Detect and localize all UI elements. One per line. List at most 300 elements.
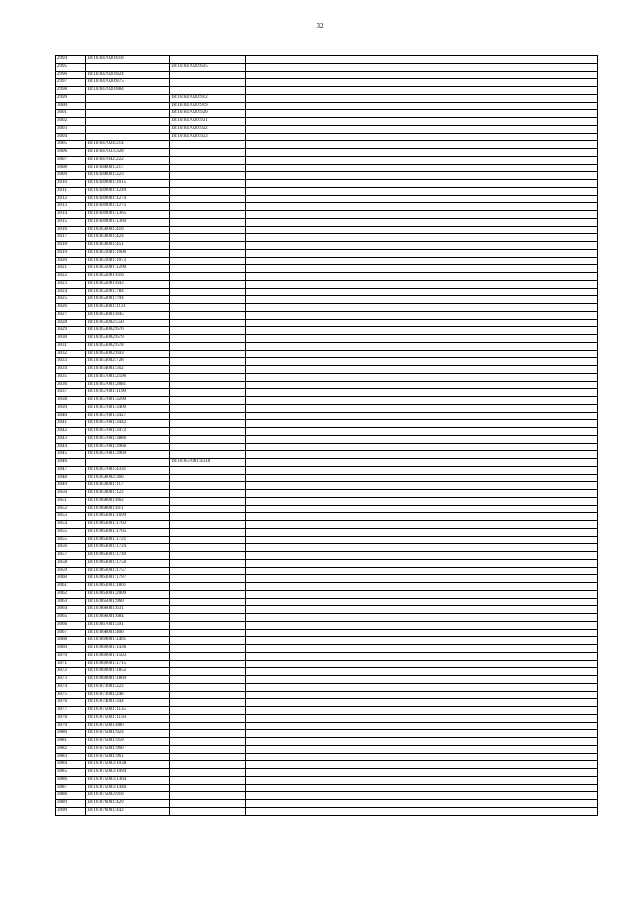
cadastral-number-cell: 18:16:053001:845 [86,311,170,319]
cadastral-number-cell [86,110,170,118]
row-number-cell: 3000 [56,102,86,110]
cadastral-number-secondary-cell [170,311,246,319]
row-number-cell: 3030 [56,335,86,343]
cadastral-number-secondary-cell [170,745,246,753]
cadastral-number-secondary-cell [170,203,246,211]
cadastral-number-secondary-cell [170,226,246,234]
cadastral-number-cell: 18:16:075001:1135 [86,707,170,715]
cadastral-number-secondary-cell [170,296,246,304]
address-cell [246,187,598,195]
cadastral-number-secondary-cell [170,552,246,560]
address-cell [246,776,598,784]
table-row [56,273,598,281]
cadastral-number-secondary-cell [170,559,246,567]
cadastral-number-cell: 18:16:057001:3966 [86,443,170,451]
cadastral-number-cell: 18:16:052001:616 [86,273,170,281]
row-number-cell: 3040 [56,412,86,420]
cadastral-number-cell: 18:16:063001:1801 [86,583,170,591]
table-row [56,451,598,459]
table-row [56,567,598,575]
cadastral-number-cell: 18:16:057001:3969 [86,451,170,459]
table-row [56,79,598,87]
cadastral-number-cell: 18:16:052001:643 [86,280,170,288]
address-cell [246,342,598,350]
address-cell [246,629,598,637]
cadastral-number-cell: 18:16:053002:678 [86,342,170,350]
row-number-cell: 3022 [56,273,86,281]
row-number-cell: 3086 [56,776,86,784]
cadastral-number-secondary-cell [170,466,246,474]
cadastral-number-secondary-cell [170,242,246,250]
cadastral-number-cell: 18:16:057001:3290 [86,397,170,405]
cadastral-number-cell: 18:16:048001:217 [86,164,170,172]
cadastral-number-cell: 18:16:068001:400 [86,629,170,637]
row-number-cell: 2997 [56,79,86,87]
table-row [56,373,598,381]
cadastral-number-secondary-cell [170,722,246,730]
row-number-cell: 3035 [56,373,86,381]
cadastral-number-secondary-cell: 18:16:047020:922 [170,125,246,133]
address-cell [246,683,598,691]
table-row [56,195,598,203]
address-cell [246,807,598,815]
address-cell [246,800,598,808]
cadastral-number-secondary-cell [170,807,246,815]
cadastral-number-cell: 18:16:063001:1703 [86,521,170,529]
cadastral-number-cell: 18:16:075001:961 [86,753,170,761]
row-number-cell: 3052 [56,505,86,513]
cadastral-number-secondary-cell [170,528,246,536]
cadastral-number-cell: 18:16:076001:442 [86,807,170,815]
row-number-cell: 3013 [56,203,86,211]
address-cell [246,730,598,738]
address-cell [246,466,598,474]
address-cell [246,265,598,273]
cadastral-number-secondary-cell [170,187,246,195]
address-cell [246,513,598,521]
address-cell [246,249,598,257]
cadastral-number-secondary-cell [170,273,246,281]
row-number-cell: 3009 [56,172,86,180]
cadastral-number-cell: 18:16:057001:3472 [86,428,170,436]
address-cell [246,373,598,381]
cadastral-number-secondary-cell [170,637,246,645]
table-row [56,242,598,250]
address-cell [246,606,598,614]
cadastral-number-cell: 18:16:075001:1150 [86,714,170,722]
cadastral-number-secondary-cell [170,598,246,606]
cadastral-number-cell: 18:16:057001:2596 [86,373,170,381]
cadastral-number-secondary-cell [170,521,246,529]
table-row [56,583,598,591]
table-row [56,102,598,110]
row-number-cell: 3087 [56,784,86,792]
table-row [56,753,598,761]
table-row [56,141,598,149]
cadastral-number-cell [86,459,170,467]
cadastral-number-secondary-cell [170,590,246,598]
table-row [56,645,598,653]
cadastral-number-cell [86,118,170,126]
address-cell [246,482,598,490]
address-cell [246,536,598,544]
address-cell [246,397,598,405]
address-cell [246,637,598,645]
row-number-cell: 3055 [56,528,86,536]
table-row [56,234,598,242]
cadastral-number-secondary-cell [170,614,246,622]
cadastral-number-secondary-cell [170,544,246,552]
cadastral-number-cell [86,102,170,110]
cadastral-number-cell: 18:16:069001:1503 [86,652,170,660]
address-cell [246,195,598,203]
cadastral-number-cell: 18:16:053002:550 [86,319,170,327]
address-cell [246,428,598,436]
table-row [56,226,598,234]
cadastral-number-secondary-cell [170,358,246,366]
row-number-cell: 3051 [56,497,86,505]
address-cell [246,350,598,358]
cadastral-number-cell: 18:16:065001:960 [86,598,170,606]
row-number-cell: 3081 [56,738,86,746]
cadastral-number-cell: 18:16:063001:2009 [86,590,170,598]
address-cell [246,234,598,242]
cadastral-number-secondary-cell [170,195,246,203]
cadastral-number-secondary-cell [170,629,246,637]
address-cell [246,110,598,118]
table-row [56,652,598,660]
row-number-cell: 3048 [56,474,86,482]
page-number: 32 [316,22,324,30]
address-cell [246,71,598,79]
address-cell [246,311,598,319]
cadastral-number-cell: 18:16:047033:328 [86,149,170,157]
cadastral-number-cell: 18:16:063001:1724 [86,544,170,552]
address-cell [246,180,598,188]
row-number-cell: 3056 [56,544,86,552]
table-row [56,110,598,118]
row-number-cell: 3038 [56,397,86,405]
row-number-cell: 3019 [56,249,86,257]
table-row [56,614,598,622]
cadastral-number-cell: 18:16:053002:693 [86,350,170,358]
cadastral-number-secondary-cell [170,490,246,498]
address-cell [246,714,598,722]
row-number-cell: 3028 [56,319,86,327]
row-number-cell: 3003 [56,125,86,133]
table-row [56,738,598,746]
cadastral-number-secondary-cell [170,381,246,389]
table-row [56,172,598,180]
cadastral-number-cell: 18:16:063001:1757 [86,567,170,575]
row-number-cell: 3053 [56,513,86,521]
row-number-cell: 3078 [56,714,86,722]
row-number-cell: 3012 [56,195,86,203]
cadastral-number-cell: 18:16:047042:222 [86,156,170,164]
cadastral-number-cell: 18:16:057001:1190 [86,389,170,397]
table-row [56,776,598,784]
table-row [56,629,598,637]
cadastral-number-secondary-cell [170,87,246,95]
cadastral-number-cell: 18:16:050001:451 [86,242,170,250]
cadastral-number-secondary-cell [170,683,246,691]
address-cell [246,645,598,653]
cadastral-number-secondary-cell: 18:16:047020:912 [170,94,246,102]
cadastral-number-secondary-cell [170,691,246,699]
table-row [56,63,598,71]
cadastral-number-secondary-cell [170,505,246,513]
row-number-cell: 3076 [56,699,86,707]
address-cell [246,707,598,715]
address-cell [246,156,598,164]
row-number-cell: 3031 [56,342,86,350]
row-number-cell: 3034 [56,366,86,374]
cadastral-number-cell: 18:16:074001:344 [86,699,170,707]
address-cell [246,590,598,598]
cadastral-number-secondary-cell [170,389,246,397]
row-number-cell: 3083 [56,753,86,761]
row-number-cell: 3088 [56,792,86,800]
address-cell [246,56,598,64]
cadastral-number-secondary-cell [170,738,246,746]
table-row [56,474,598,482]
table-row [56,621,598,629]
table-row [56,528,598,536]
table-row [56,56,598,64]
cadastral-number-cell: 18:16:063001:1721 [86,536,170,544]
row-number-cell: 2998 [56,87,86,95]
cadastral-number-cell: 18:16:049001:1015 [86,180,170,188]
cadastral-number-secondary-cell [170,373,246,381]
table-row [56,118,598,126]
cadastral-number-secondary-cell [170,707,246,715]
cadastral-number-cell: 18:16:051001:1290 [86,265,170,273]
table-row [56,660,598,668]
cadastral-number-secondary-cell [170,668,246,676]
cadastral-number-cell: 18:16:058002:366 [86,474,170,482]
address-cell [246,125,598,133]
cadastral-number-secondary-cell [170,342,246,350]
address-cell [246,319,598,327]
address-cell [246,389,598,397]
table-row [56,397,598,405]
cadastral-number-secondary-cell [170,753,246,761]
row-number-cell: 3039 [56,404,86,412]
cadastral-number-cell: 18:16:069001:1436 [86,645,170,653]
table-row [56,420,598,428]
row-number-cell: 3011 [56,187,86,195]
cadastral-number-cell: 18:16:063001:1797 [86,575,170,583]
table-row [56,722,598,730]
cadastral-number-secondary-cell [170,335,246,343]
row-number-cell: 3002 [56,118,86,126]
table-row [56,792,598,800]
registry-table [55,55,598,816]
row-number-cell: 3079 [56,722,86,730]
address-cell [246,404,598,412]
table-row [56,366,598,374]
cadastral-number-cell: 18:16:053002:679 [86,335,170,343]
address-cell [246,366,598,374]
cadastral-number-cell: 18:16:047020:618 [86,56,170,64]
cadastral-number-cell: 18:16:057001:3409 [86,404,170,412]
address-cell [246,149,598,157]
cadastral-number-secondary-cell [170,211,246,219]
row-number-cell: 2995 [56,63,86,71]
cadastral-number-cell: 18:16:053001:1131 [86,304,170,312]
address-cell [246,668,598,676]
cadastral-number-cell: 18:16:063001:1750 [86,559,170,567]
row-number-cell: 3020 [56,257,86,265]
cadastral-number-secondary-cell [170,428,246,436]
cadastral-number-secondary-cell: 18:16:047020:920 [170,110,246,118]
cadastral-number-secondary-cell [170,451,246,459]
row-number-cell: 3069 [56,645,86,653]
row-number-cell: 3041 [56,420,86,428]
address-cell [246,226,598,234]
address-cell [246,218,598,226]
row-number-cell: 3077 [56,707,86,715]
table-row [56,513,598,521]
row-number-cell: 3001 [56,110,86,118]
address-cell [246,784,598,792]
table-row [56,800,598,808]
cadastral-number-secondary-cell [170,172,246,180]
table-row [56,637,598,645]
row-number-cell: 3062 [56,590,86,598]
table-row [56,769,598,777]
row-number-cell: 3008 [56,164,86,172]
cadastral-number-cell: 18:16:066001:631 [86,606,170,614]
row-number-cell: 3065 [56,614,86,622]
cadastral-number-cell: 18:16:050001:424 [86,234,170,242]
row-number-cell: 3025 [56,296,86,304]
table-row [56,342,598,350]
address-cell [246,745,598,753]
table-row [56,94,598,102]
address-cell [246,583,598,591]
row-number-cell: 2996 [56,71,86,79]
table-row [56,71,598,79]
table-row [56,699,598,707]
cadastral-number-cell: 18:16:053002:676 [86,327,170,335]
address-cell [246,435,598,443]
cadastral-number-cell: 18:16:047020:824 [86,71,170,79]
table-row [56,412,598,420]
cadastral-number-cell: 18:16:063001:1705 [86,528,170,536]
row-number-cell: 3015 [56,218,86,226]
row-number-cell: 3004 [56,133,86,141]
cadastral-number-cell: 18:16:057001:4331 [86,466,170,474]
cadastral-number-secondary-cell [170,482,246,490]
cadastral-number-cell: 18:16:049001:1249 [86,187,170,195]
cadastral-number-secondary-cell [170,567,246,575]
cadastral-number-secondary-cell [170,71,246,79]
table-row [56,203,598,211]
cadastral-number-secondary-cell [170,218,246,226]
row-number-cell: 3029 [56,327,86,335]
address-cell [246,528,598,536]
cadastral-number-cell: 18:16:054001:562 [86,366,170,374]
row-number-cell: 3055 [56,536,86,544]
table-row [56,335,598,343]
cadastral-number-cell: 18:16:066001:684 [86,614,170,622]
row-number-cell: 3023 [56,280,86,288]
cadastral-number-secondary-cell [170,249,246,257]
cadastral-number-cell: 18:16:052001:794 [86,296,170,304]
cadastral-number-secondary-cell [170,141,246,149]
table-row [56,156,598,164]
address-cell [246,575,598,583]
row-number-cell: 3084 [56,761,86,769]
cadastral-number-cell: 18:16:073001:222 [86,683,170,691]
row-number-cell: 2999 [56,94,86,102]
row-number-cell: 3014 [56,211,86,219]
address-cell [246,79,598,87]
cadastral-number-secondary-cell [170,56,246,64]
cadastral-number-secondary-cell [170,288,246,296]
table-row [56,304,598,312]
address-cell [246,443,598,451]
address-cell [246,133,598,141]
row-number-cell: 3021 [56,265,86,273]
cadastral-number-cell: 18:16:075003:1364 [86,776,170,784]
address-cell [246,94,598,102]
address-cell [246,451,598,459]
cadastral-number-cell: 18:16:063001:1749 [86,552,170,560]
table-row [56,552,598,560]
row-number-cell: 3057 [56,552,86,560]
table-row [56,218,598,226]
table-row [56,296,598,304]
address-cell [246,722,598,730]
address-cell [246,118,598,126]
cadastral-number-secondary-cell: 18:16:047020:923 [170,133,246,141]
table-row [56,606,598,614]
cadastral-number-secondary-cell: 18:16:047020:625 [170,63,246,71]
table-row [56,187,598,195]
address-cell [246,769,598,777]
address-cell [246,544,598,552]
address-cell [246,304,598,312]
cadastral-number-secondary-cell [170,800,246,808]
address-cell [246,567,598,575]
row-number-cell: 3042 [56,428,86,436]
cadastral-number-cell [86,94,170,102]
row-number-cell: 3074 [56,683,86,691]
cadastral-number-cell: 18:16:049001:1365 [86,211,170,219]
cadastral-number-secondary-cell [170,156,246,164]
row-number-cell: 2994 [56,56,86,64]
table-row [56,683,598,691]
table-row [56,428,598,436]
address-cell [246,676,598,684]
cadastral-number-cell: 18:16:075003:916 [86,792,170,800]
row-number-cell: 3049 [56,482,86,490]
cadastral-number-secondary-cell: 18:16:047020:919 [170,102,246,110]
cadastral-number-secondary-cell [170,327,246,335]
cadastral-number-secondary-cell [170,280,246,288]
cadastral-number-secondary-cell [170,397,246,405]
cadastral-number-secondary-cell [170,792,246,800]
cadastral-number-secondary-cell [170,319,246,327]
cadastral-number-secondary-cell [170,435,246,443]
cadastral-number-cell: 18:16:052001:784 [86,288,170,296]
address-cell [246,87,598,95]
table-row [56,598,598,606]
cadastral-number-cell: 18:16:075001:960 [86,745,170,753]
cadastral-number-cell: 18:16:075003:1094 [86,769,170,777]
